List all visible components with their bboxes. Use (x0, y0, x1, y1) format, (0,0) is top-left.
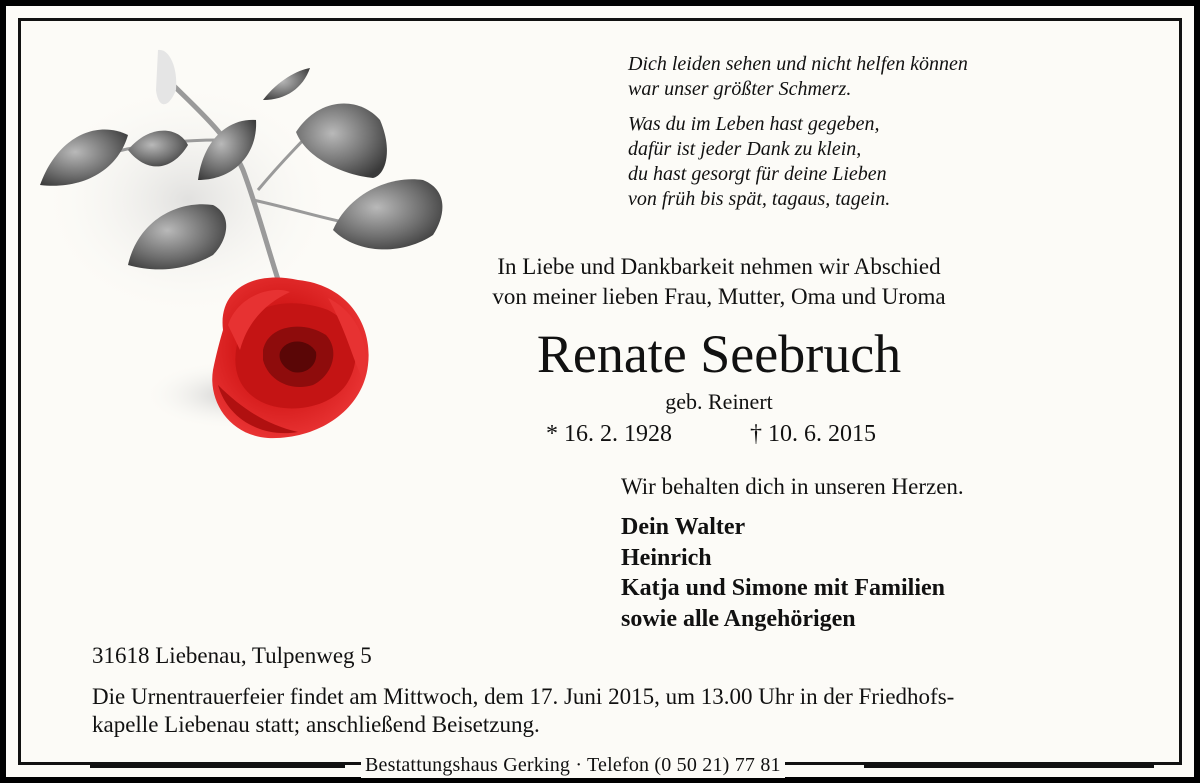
funeral-home-contact: Bestattungshaus Gerking · Telefon (0 50 21) 77 81 (361, 752, 785, 778)
mourner-name: Katja und Simone mit Familien (621, 575, 946, 601)
leaf-shape (263, 68, 310, 100)
poem-line: du hast gesorgt für deine Lieben (628, 163, 887, 185)
footer-rule (864, 765, 1154, 768)
rose-bloom (212, 277, 368, 438)
intro-line: von meiner lieben Frau, Mutter, Oma und Uroma (492, 284, 946, 309)
birth-name: geb. Reinert (665, 389, 773, 414)
footer (6, 752, 1194, 778)
farewell-intro (426, 252, 1012, 312)
service-announcement (92, 683, 1152, 739)
mourner-name: Heinrich (621, 544, 712, 571)
poem-line: Was du im Leben hast gegeben, (628, 113, 880, 135)
poem-line: Dich leiden sehen und nicht helfen können (628, 53, 968, 75)
closing-line: Wir behalten dich in unseren Herzen. (621, 474, 964, 499)
poem-stanza-2 (628, 112, 968, 212)
birth-date: * 16. 2. 1928 (546, 421, 672, 447)
poem-line: dafür ist jeder Dank zu klein, (628, 138, 862, 160)
rose-illustration (28, 40, 468, 450)
mourner-name: sowie alle Angehörigen (621, 605, 856, 632)
leaf-shape (333, 179, 442, 249)
death-date: † 10. 6. 2015 (750, 421, 876, 447)
service-line: Die Urnentrauerfeier findet am Mittwoch, dem 17. Juni 2015, um 13.00 Uhr in der Friedhofs- (92, 684, 955, 709)
footer-rule (90, 765, 345, 768)
poem-line: war unser größter Schmerz. (628, 78, 852, 100)
mourner-name: Dein Walter (621, 514, 746, 540)
intro-line: In Liebe und Dankbarkeit nehmen wir Abschied (497, 254, 941, 279)
mourners-list (621, 512, 945, 634)
deceased-name: Renate Seebruch (536, 324, 902, 384)
poem-stanza-1 (628, 52, 968, 102)
poem (628, 52, 968, 222)
service-line: kapelle Liebenau statt; anschließend Beisetzung. (92, 712, 540, 737)
notice-card (6, 6, 1194, 777)
address: 31618 Liebenau, Tulpenweg 5 (92, 643, 372, 668)
poem-line: von früh bis spät, tagaus, tagein. (628, 188, 891, 210)
